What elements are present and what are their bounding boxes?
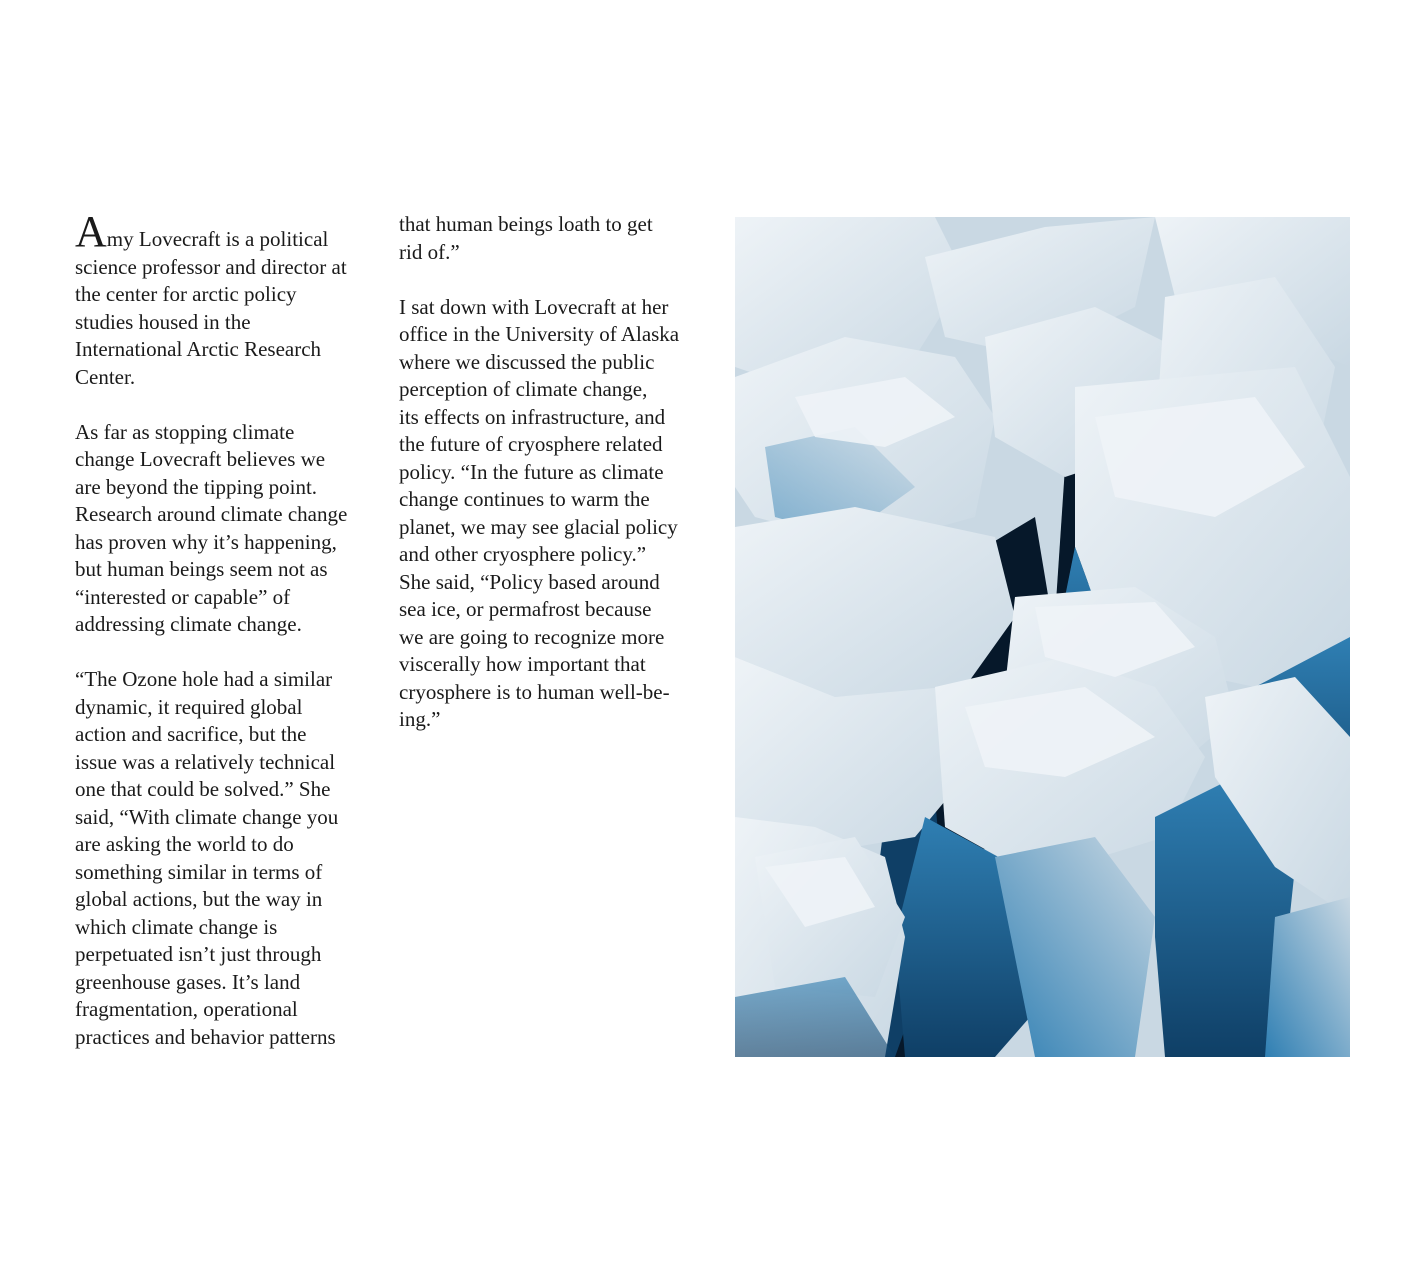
text-line-content: International Arctic Research	[75, 337, 322, 361]
text-line	[399, 211, 704, 239]
text-line-content: and other cryosphere policy.”	[399, 542, 647, 566]
text-line-content: perception of climate change,	[399, 377, 648, 401]
text-line-content: change Lovecraft believes we	[75, 447, 326, 471]
text-line	[75, 364, 375, 392]
text-line	[75, 831, 375, 859]
text-line-content: which climate change is	[75, 914, 278, 939]
text-line	[75, 446, 375, 474]
text-line	[399, 569, 704, 597]
text-line	[399, 541, 704, 569]
text-line-content: addressing climate change.	[75, 612, 302, 636]
text-line	[75, 207, 375, 256]
text-line	[75, 584, 375, 612]
drop-cap: A	[75, 207, 107, 256]
text-line-content: viscerally how important that	[399, 652, 646, 676]
glacier-photo	[735, 217, 1350, 1057]
text-line-content: said, “With climate change you	[75, 804, 339, 829]
text-line-content: action and sacrifice, but the	[75, 722, 307, 746]
paragraph-gap	[399, 266, 704, 294]
text-line	[399, 596, 704, 624]
article-column-1	[75, 207, 375, 1051]
text-line	[399, 624, 704, 652]
article-column-2	[399, 211, 704, 734]
text-line-content: something similar in terms of	[75, 859, 323, 884]
text-line	[399, 459, 704, 487]
text-line	[75, 419, 375, 447]
text-line-content: rid of.”	[399, 239, 460, 264]
text-line-content: cryosphere is to human well-be-	[399, 679, 670, 704]
text-line	[75, 969, 375, 997]
text-line-content: one that could be solved.” She	[75, 777, 331, 801]
text-line-content: change continues to warm the	[399, 487, 650, 511]
text-line	[399, 679, 704, 707]
text-line-content: science professor and director at	[75, 254, 347, 279]
text-line	[75, 254, 375, 282]
paragraph-gap	[75, 639, 375, 667]
text-line-content: practices and behavior patterns	[75, 1024, 336, 1049]
text-line-content: greenhouse gases. It’s land	[75, 969, 301, 994]
text-line	[399, 349, 704, 377]
text-line	[399, 486, 704, 514]
text-line-content: sea ice, or permafrost because	[399, 597, 652, 621]
text-line-content: we are going to recognize more	[399, 624, 665, 649]
paragraph-gap	[75, 391, 375, 419]
text-line	[399, 514, 704, 542]
text-line	[75, 886, 375, 914]
text-line	[75, 941, 375, 969]
text-line	[75, 749, 375, 777]
text-line-content: that human beings loath to get	[399, 212, 653, 236]
text-line	[75, 529, 375, 557]
text-line-content: planet, we may see glacial policy	[399, 514, 678, 539]
text-line-content: where we discussed the public	[399, 349, 655, 374]
text-line	[75, 859, 375, 887]
text-line-content: “interested or capable” of	[75, 584, 291, 609]
text-line-content: global actions, but the way in	[75, 887, 323, 911]
text-line-content: Research around climate change	[75, 502, 348, 526]
text-line	[75, 914, 375, 942]
text-line	[75, 721, 375, 749]
ice-block	[735, 507, 1015, 697]
text-line	[75, 474, 375, 502]
text-line	[75, 804, 375, 832]
text-line	[75, 776, 375, 804]
text-line-content: Center.	[75, 364, 136, 389]
text-line-content: my Lovecraft is a political	[106, 227, 329, 251]
text-line	[75, 501, 375, 529]
glacier-illustration	[735, 217, 1350, 1057]
text-line	[75, 1024, 375, 1052]
text-line-content: She said, “Policy based around	[399, 569, 660, 594]
text-line	[75, 694, 375, 722]
text-line-content: policy. “In the future as climate	[399, 459, 664, 484]
text-line	[75, 281, 375, 309]
text-line-content: office in the University of Alaska	[399, 322, 680, 346]
text-line-content: but human beings seem not as	[75, 557, 328, 581]
text-line	[399, 294, 704, 322]
text-line-content: has proven why it’s happening,	[75, 529, 337, 554]
text-line	[399, 651, 704, 679]
text-line-content: are beyond the tipping point.	[75, 474, 318, 499]
ice-face	[1265, 897, 1350, 1057]
text-line-content: dynamic, it required global	[75, 694, 303, 719]
text-line-content: the center for arctic policy	[75, 282, 297, 306]
text-line-content: fragmentation, operational	[75, 997, 298, 1021]
text-line	[75, 336, 375, 364]
text-line	[75, 996, 375, 1024]
text-line	[75, 666, 375, 694]
text-line-content: As far as stopping climate	[75, 419, 295, 444]
text-line	[399, 321, 704, 349]
text-line-content: perpetuated isn’t just through	[75, 942, 322, 966]
text-line-content: its effects on infrastructure, and	[399, 404, 666, 429]
text-line-content: are asking the world to do	[75, 832, 294, 856]
text-line	[399, 431, 704, 459]
text-line-content: ing.”	[399, 707, 441, 731]
text-line	[399, 404, 704, 432]
text-line	[75, 556, 375, 584]
text-line	[399, 376, 704, 404]
text-line	[75, 309, 375, 337]
text-line-content: I sat down with Lovecraft at her	[399, 294, 669, 319]
text-line	[75, 611, 375, 639]
text-line-content: studies housed in the	[75, 309, 251, 334]
text-line-content: issue was a relatively technical	[75, 749, 336, 774]
text-line-content: the future of cryosphere related	[399, 432, 663, 456]
text-line-content: “The Ozone hole had a similar	[75, 667, 333, 691]
text-line	[399, 706, 704, 734]
text-line	[399, 239, 704, 267]
